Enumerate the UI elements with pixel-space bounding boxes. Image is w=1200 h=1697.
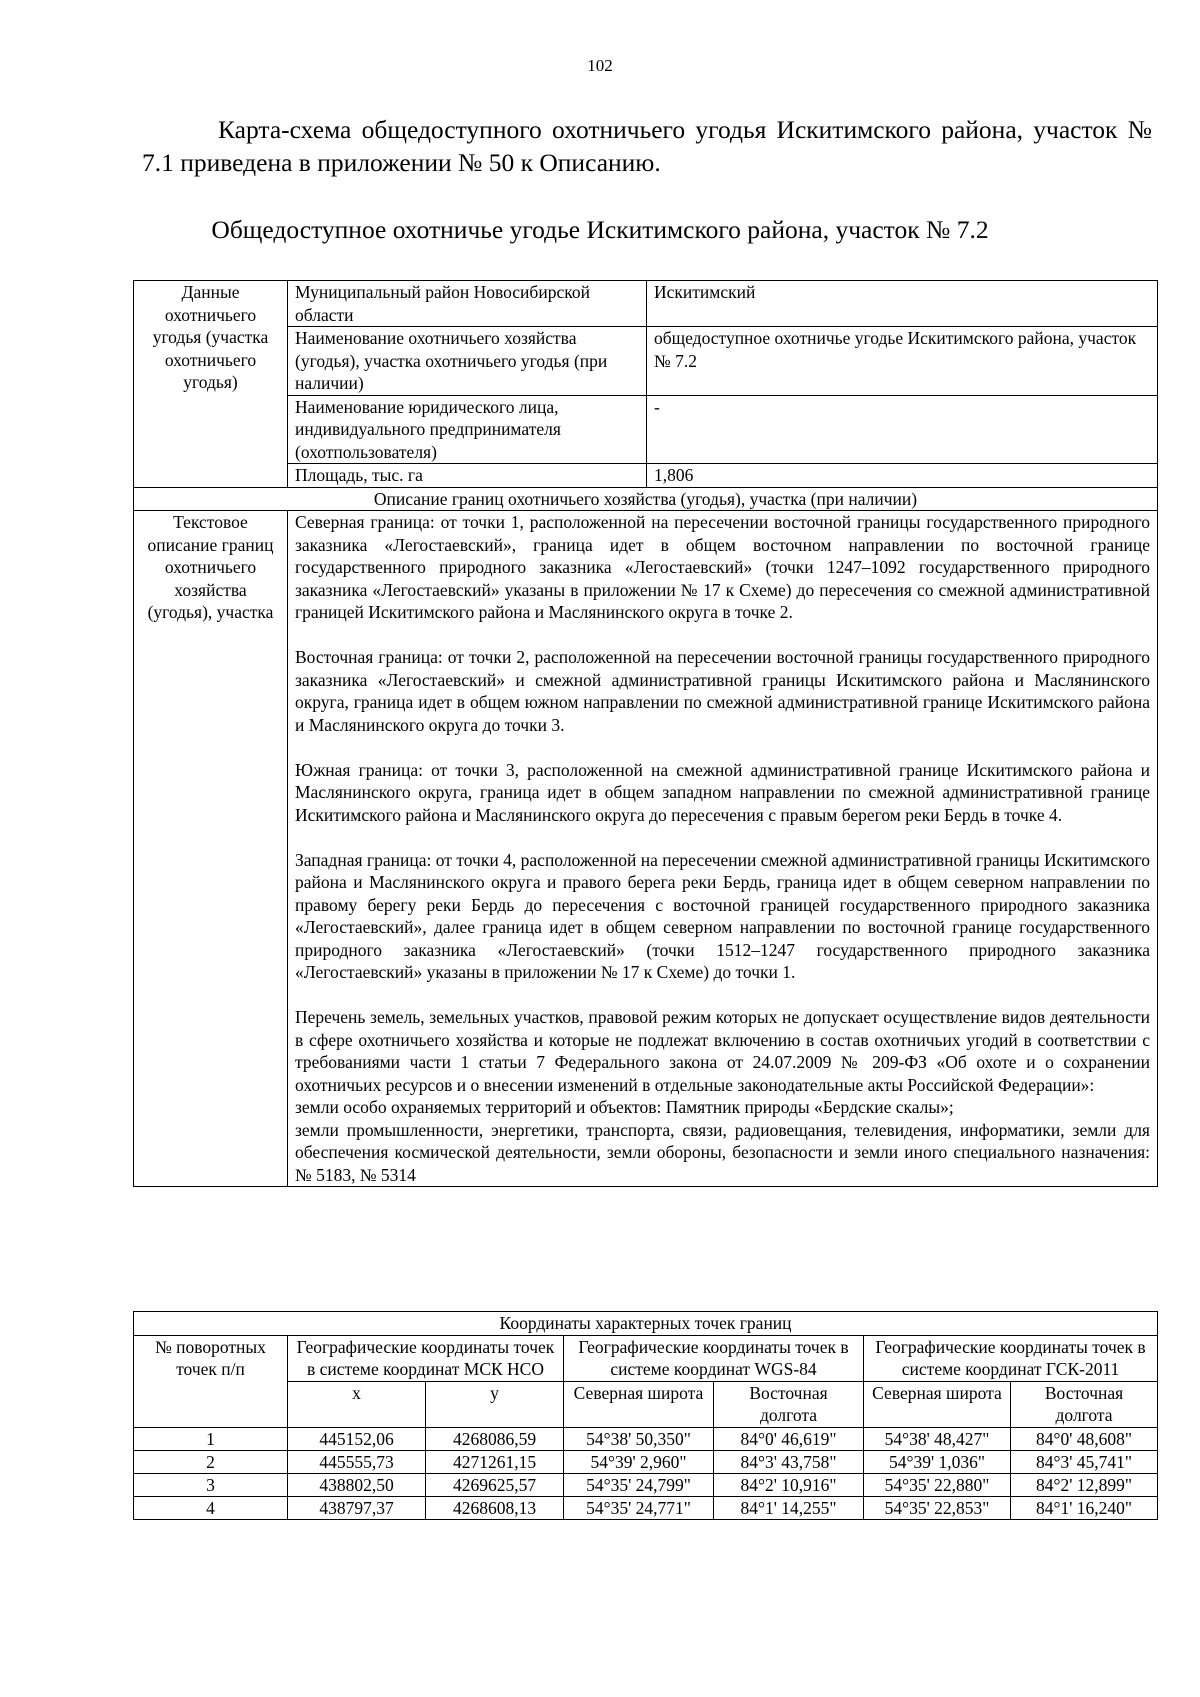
point-number-header: № поворотных точек п/п <box>134 1335 288 1427</box>
row-label: Муниципальный район Новосибирской области <box>288 281 647 327</box>
x-header: x <box>288 1381 426 1427</box>
row-label: Наименование юридического лица, индивидуального предпринимателя (охотпользователя) <box>288 395 647 464</box>
table-cell: 84°0' 46,619" <box>714 1427 864 1450</box>
table-cell: 84°2' 12,899" <box>1011 1473 1158 1496</box>
table-row <box>134 464 1158 488</box>
west-border-text: Западная граница: от точки 4, расположенной на пересечении смежной административной границы Искитимского района и Маслянинского округа и правого берега реки Бердь, граница идет в общем северном направлении по правому берегу реки Бердь до пересечения с восточной границей государственного природного заказника «Легостаевский», далее граница идет в общем северном направлении по восточной границе государственного природного заказника «Легостаевский» (точки 1512–1247 государственного природного заказника «Легостаевский» указаны в приложении № 17 к Схеме) до точки 1. <box>295 849 1150 982</box>
table-cell: 4 <box>134 1496 288 1519</box>
table-row <box>134 487 1158 511</box>
row-value: общедоступное охотничье угодье Искитимского района, участок № 7.2 <box>647 327 1158 396</box>
wgs-east-header: Восточная долгота <box>714 1381 864 1427</box>
text-description-label: Текстовое описание границ охотничьего хозяйства (угодья), участка <box>134 511 288 1187</box>
y-header: у <box>426 1381 564 1427</box>
row-value: - <box>647 395 1158 464</box>
table-row <box>134 1335 1158 1381</box>
msk-header: Географические координаты точек в системе координат МСК НСО <box>288 1335 564 1381</box>
excluded-lands-intro: Перечень земель, земельных участков, правовой режим которых не допускает осуществление видов деятельности в сфере охотничьего хозяйства и которые не подлежат включению в состав охотничьих угодий в соответствии с требованиями части 1 статьи 7 Федерального закона от 24.07.2009 № 209-ФЗ «Об охоте и о сохранении охотничьих ресурсов и о внесении изменений в отдельные законодательные акты Российской Федерации»: <box>295 1007 1150 1095</box>
table-row <box>134 281 1158 327</box>
table-cell: 54°39' 1,036" <box>864 1450 1011 1473</box>
wgs-north-header: Северная широта <box>564 1381 714 1427</box>
table-cell: 84°1' 16,240" <box>1011 1496 1158 1519</box>
intro-paragraph: Карта-схема общедоступного охотничьего угодья Искитимского района, участок № 7.1 приведена в приложении № 50 к Описанию. <box>142 115 1152 177</box>
table-cell: 54°35' 24,771" <box>564 1496 714 1519</box>
table-cell: 54°38' 50,350" <box>564 1427 714 1450</box>
group-label-cell: Данные охотничьего угодья (участка охотничьего угодья) <box>134 281 288 488</box>
hunting-ground-info-table <box>133 280 1158 1187</box>
table-cell: 438797,37 <box>288 1496 426 1519</box>
table-cell: 438802,50 <box>288 1473 426 1496</box>
table-cell: 84°1' 14,255" <box>714 1496 864 1519</box>
table-cell: 4271261,15 <box>426 1450 564 1473</box>
gsk-header: Географические координаты точек в системе координат ГСК-2011 <box>864 1335 1158 1381</box>
table-cell: 1 <box>134 1427 288 1450</box>
table-row <box>134 511 1158 1187</box>
table-cell: 2 <box>134 1450 288 1473</box>
row-value: Искитимский <box>647 281 1158 327</box>
wgs-header: Географические координаты точек в системе координат WGS-84 <box>564 1335 864 1381</box>
table-cell: 54°35' 22,880" <box>864 1473 1011 1496</box>
coordinates-title: Координаты характерных точек границ <box>134 1312 1158 1336</box>
borders-description <box>288 511 1158 1187</box>
table-cell: 4268086,59 <box>426 1427 564 1450</box>
table-cell: 54°35' 24,799" <box>564 1473 714 1496</box>
south-border-text: Южная граница: от точки 3, расположенной на смежной административной границе Искитимского района и Маслянинского округа, граница идет в общем западном направлении по смежной административной границе Искитимского района и Маслянинского округа до пересечения с правым берегом реки Бердь в точке 4. <box>295 759 1150 825</box>
borders-header: Описание границ охотничьего хозяйства (угодья), участка (при наличии) <box>134 487 1158 511</box>
row-value: 1,806 <box>647 464 1158 488</box>
table-cell: 4269625,57 <box>426 1473 564 1496</box>
gsk-east-header: Восточная долгота <box>1011 1381 1158 1427</box>
table-row <box>134 1381 1158 1427</box>
excluded-lands-special: земли промышленности, энергетики, транспорта, связи, радиовещания, телевидения, информатики, земли для обеспечения космической деятельности, земли обороны, безопасности и земли иного специального назначения: № 5183, № 5314 <box>295 1119 1150 1185</box>
row-label: Наименование охотничьего хозяйства (угодья), участка охотничьего угодья (при наличии) <box>288 327 647 396</box>
table-row <box>134 1427 1158 1450</box>
east-border-text: Восточная граница: от точки 2, расположенной на пересечении восточной границы государственного природного заказника «Легостаевский» и смежной административной границы Искитимского района и Маслянинского округа, граница идет в общем южном направлении по смежной административной границе Искитимского района и Маслянинского округа до точки 3. <box>295 647 1150 735</box>
table-cell: 445152,06 <box>288 1427 426 1450</box>
coordinates-table <box>133 1311 1158 1520</box>
table-cell: 54°35' 22,853" <box>864 1496 1011 1519</box>
table-cell: 54°39' 2,960" <box>564 1450 714 1473</box>
table-cell: 4268608,13 <box>426 1496 564 1519</box>
table-row <box>134 1450 1158 1473</box>
table-cell: 445555,73 <box>288 1450 426 1473</box>
table-row <box>134 327 1158 396</box>
section-title: Общедоступное охотничье угодье Искитимского района, участок № 7.2 <box>211 215 989 244</box>
table-cell: 84°0' 48,608" <box>1011 1427 1158 1450</box>
table-cell: 3 <box>134 1473 288 1496</box>
excluded-lands-protected: земли особо охраняемых территорий и объектов: Памятник природы «Бердские скалы»; <box>295 1097 954 1117</box>
table-cell: 84°2' 10,916" <box>714 1473 864 1496</box>
table-row <box>134 1473 1158 1496</box>
table-cell: 54°38' 48,427" <box>864 1427 1011 1450</box>
table-row <box>134 1312 1158 1336</box>
table-cell: 84°3' 43,758" <box>714 1450 864 1473</box>
table-row <box>134 395 1158 464</box>
table-row <box>134 1496 1158 1519</box>
gsk-north-header: Северная широта <box>864 1381 1011 1427</box>
table-cell: 84°3' 45,741" <box>1011 1450 1158 1473</box>
row-label: Площадь, тыс. га <box>288 464 647 488</box>
page-number: 102 <box>587 56 613 75</box>
north-border-text: Северная граница: от точки 1, расположенной на пересечении восточной границы государственного природного заказника «Легостаевский», граница идет в общем восточном направлении по восточной границе государственного природного заказника «Легостаевский» (точки 1247–1092 государственного природного заказника «Легостаевский» указаны в приложении № 17 к Схеме) до пересечения со смежной административной границей Искитимского района и Маслянинского округа в точке 2. <box>295 512 1150 622</box>
